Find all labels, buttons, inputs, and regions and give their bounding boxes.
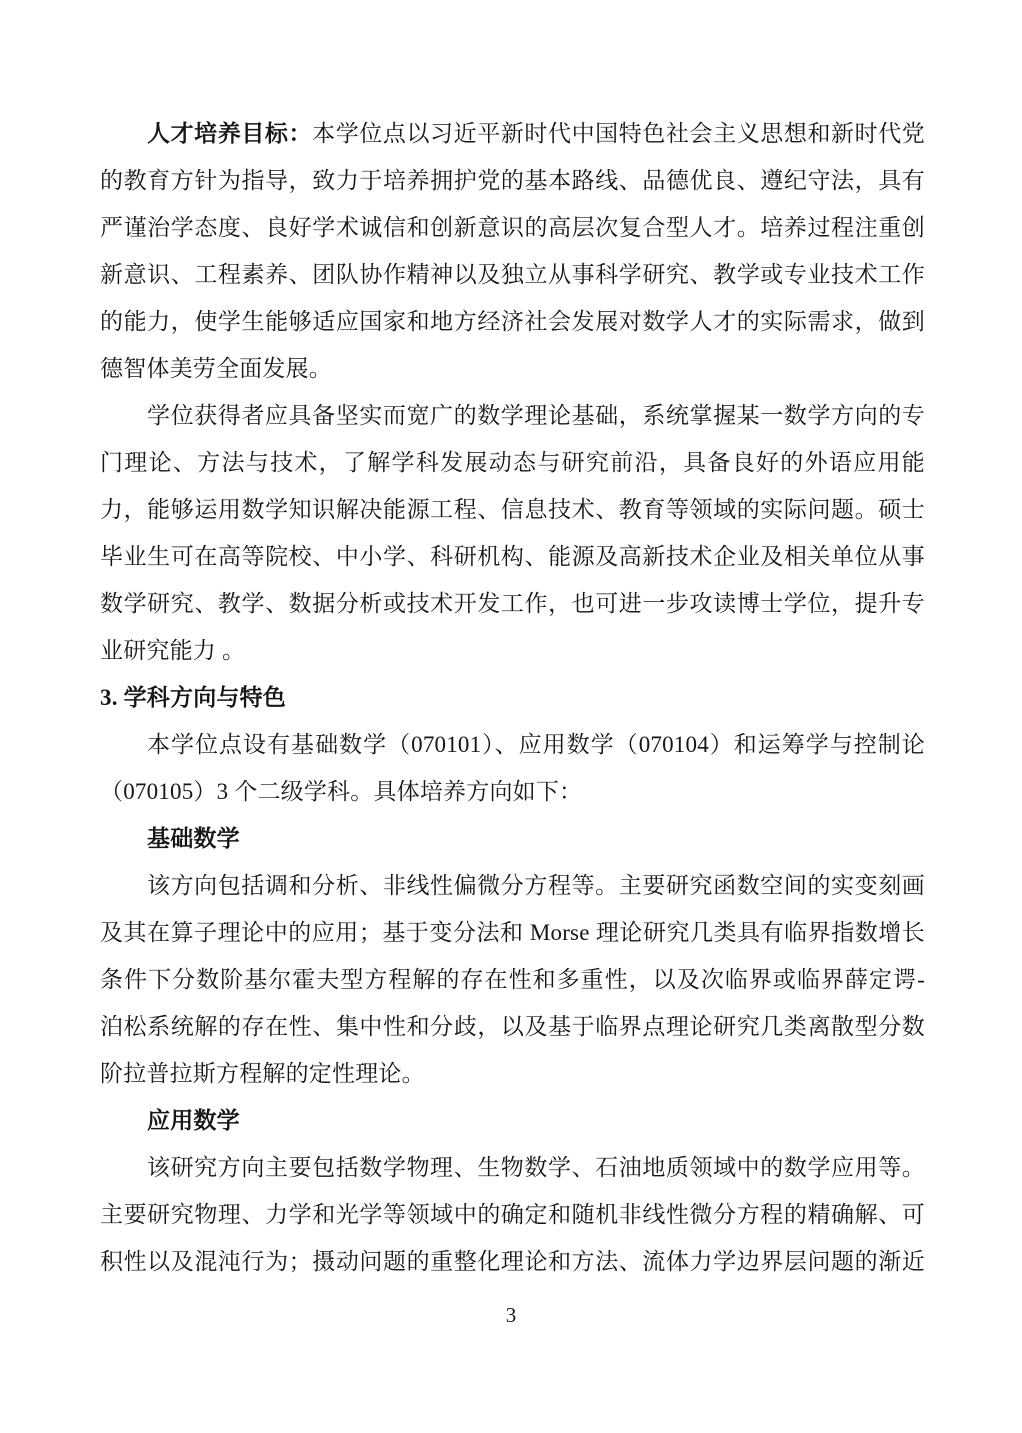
text-line: 学位获得者应具备坚实而宽广的数学理论基础，系统掌握某一数学方向的专 — [147, 403, 925, 428]
text-line: 积性以及混沌行为；摄动问题的重整化理论和方法、流体力学边界层问题的渐近 — [100, 1249, 925, 1274]
text-line: 德智体美劳全面发展。 — [100, 356, 332, 381]
document-body — [100, 110, 925, 1285]
text-line: 条件下分数阶基尔霍夫型方程解的存在性和多重性，以及次临界或临界薛定谔- — [100, 967, 925, 992]
text-line: 人才培养目标：本学位点以习近平新时代中国特色社会主义思想和新时代党 — [147, 121, 926, 146]
text-line: 的教育方针为指导，致力于培养拥护党的基本路线、品德优良、遵纪守法，具有 — [100, 168, 925, 193]
section-heading: 3. 学科方向与特色 — [100, 685, 286, 710]
text-line: 业研究能力 。 — [100, 638, 246, 663]
subsection-heading: 应用数学 — [147, 1108, 240, 1133]
text-line: 泊松系统解的存在性、集中性和分歧，以及基于临界点理论研究几类离散型分数 — [100, 1014, 925, 1039]
text-line: （070105）3 个二级学科。具体培养方向如下： — [100, 779, 583, 804]
text-line: 该方向包括调和分析、非线性偏微分方程等。主要研究函数空间的实变刻画 — [147, 873, 925, 898]
text-line: 门理论、方法与技术，了解学科发展动态与研究前沿，具备良好的外语应用能 — [100, 450, 925, 475]
text-line: 本学位点设有基础数学（070101）、应用数学（070104）和运筹学与控制论 — [147, 732, 925, 757]
page-number: 3 — [505, 1303, 517, 1327]
text-line: 力，能够运用数学知识解决能源工程、信息技术、教育等领域的实际问题。硕士 — [100, 497, 925, 522]
bold-lead: 人才培养目标： — [147, 121, 313, 146]
text-line: 主要研究物理、力学和光学等领域中的确定和随机非线性微分方程的精确解、可 — [100, 1202, 925, 1227]
text-line: 严谨治学态度、良好学术诚信和创新意识的高层次复合型人才。培养过程注重创 — [100, 215, 925, 240]
text-line: 数学研究、教学、数据分析或技术开发工作，也可进一步攻读博士学位，提升专 — [100, 591, 925, 616]
text-line: 阶拉普拉斯方程解的定性理论。 — [100, 1061, 425, 1086]
text-line: 该研究方向主要包括数学物理、生物数学、石油地质领域中的数学应用等。 — [147, 1155, 925, 1180]
text-line: 毕业生可在高等院校、中小学、科研机构、能源及高新技术企业及相关单位从事 — [100, 544, 925, 569]
text-line: 及其在算子理论中的应用；基于变分法和 Morse 理论研究几类具有临界指数增长 — [100, 920, 925, 945]
text-line: 的能力，使学生能够适应国家和地方经济社会发展对数学人才的实际需求，做到 — [100, 309, 925, 334]
subsection-heading: 基础数学 — [147, 826, 240, 851]
text-line: 新意识、工程素养、团队协作精神以及独立从事科学研究、教学或专业技术工作 — [100, 262, 925, 287]
